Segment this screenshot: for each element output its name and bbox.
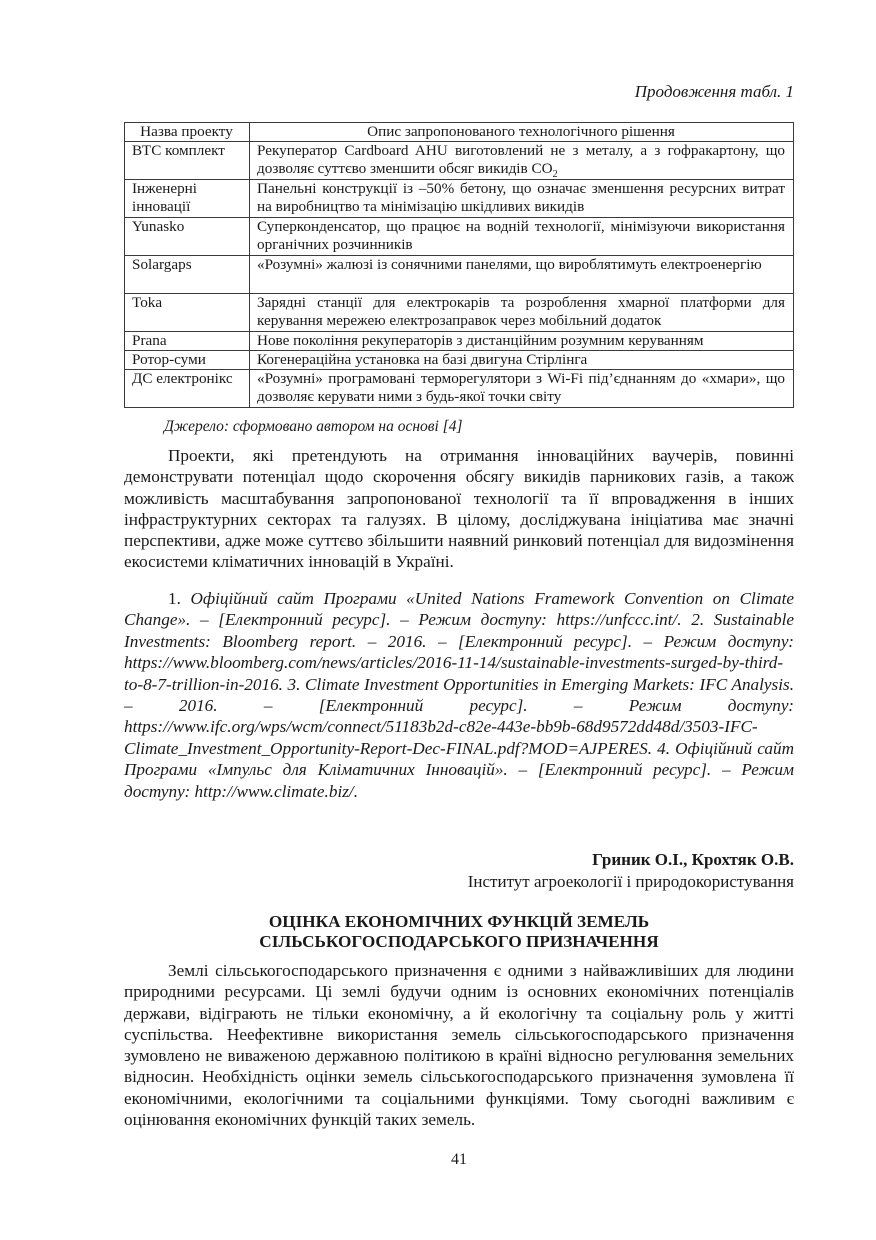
table-row	[125, 142, 794, 180]
table-row	[125, 218, 794, 256]
article-authors: Гриник О.І., Крохтяк О.В.	[592, 850, 794, 869]
page-number: 41	[451, 1151, 467, 1168]
table-row	[125, 351, 794, 370]
project-description-text: Рекуператор Cardboard AHU виготовлений не з металу, а з гофракартону, що дозволяє суттєво зменшити обсяг викидів CO	[257, 142, 785, 177]
table-row	[125, 180, 794, 218]
project-name-cell: Solargaps	[125, 256, 250, 294]
project-description-cell: «Розумні» програмовані терморегулятори з Wi-Fi під’єднанням до «хмари», що дозволяє керувати ними з будь-якої точки світу	[250, 370, 794, 408]
project-description-cell: «Розумні» жалюзі із сонячними панелями, що вироблятимуть електроенергію	[250, 256, 794, 294]
project-name-cell: Yunasko	[125, 218, 250, 256]
project-name-cell: Інженерні інновації	[125, 180, 250, 218]
table-header-row	[125, 123, 794, 142]
article-title-line-2: СІЛЬСЬКОГОСПОДАРСЬКОГО ПРИЗНАЧЕННЯ	[259, 932, 659, 951]
projects-table	[124, 122, 794, 408]
project-description-cell: Когенераційна установка на базі двигуна Стірлінга	[250, 351, 794, 370]
project-name-cell: Toka	[125, 294, 250, 332]
project-description-cell: Суперконденсатор, що працює на водній технології, мінімізуючи використання органічних розчинників	[250, 218, 794, 256]
table-row	[125, 256, 794, 294]
project-name-cell: Ротор-суми	[125, 351, 250, 370]
references-text: Офіційний сайт Програми «United Nations Framework Convention on Climate Change». – [Електронний ресурс]. – Режим доступу: https://unfccc.int/. 2. Sustainable Investments: Bloomberg report. – 2016. – [Електронний ресурс]. – Режим доступу: https://www.bloomberg.com/news/articles/2016-11-14/sustainable-investments-surged-by-third-to-8-7-trillion-in-2016. 3. Climate Investment Opportunities in Emerging Markets: IFC Analysis. – 2016. – [Електронний ресурс]. – Режим доступу: https://www.ifc.org/wps/wcm/connect/51183b2d-c82e-443e-bb9b-68d9572dd48d/3503-IFC-Climate_Investment_Opportunity-Report-Dec-FINAL.pdf?MOD=AJPERES. 4. Офіційний сайт Програми «Імпульс для Кліматичних Інновацій». – [Електронний ресурс]. – Режим доступу: http://www.climate.biz/.	[124, 589, 795, 801]
column-header-description: Опис запропонованого технологічного рішення	[250, 123, 794, 142]
reference-number: 1.	[168, 589, 181, 608]
article-title-line-1: ОЦІНКА ЕКОНОМІЧНИХ ФУНКЦІЙ ЗЕМЕЛЬ	[268, 912, 650, 931]
article-affiliation: Інститут агроекології і природокористування	[467, 872, 794, 891]
project-name-cell: Prana	[125, 332, 250, 351]
body-paragraph: Проекти, які претендують на отримання інноваційних ваучерів, повинні демонструвати потенціал щодо скорочення обсягу викидів парникових газів, а також можливість масштабування запропонованої технології та її впровадження в інших інфраструктурних секторах та галузях. В цілому, досліджувана ініціатива має значні перспективи, адже може суттєво збільшити наявний ринковий потенціал для видозмінення екосистеми кліматичних інновацій в Україні.	[124, 446, 794, 572]
table-row	[125, 370, 794, 408]
project-description-cell: Зарядні станції для електрокарів та розроблення хмарної платформи для керування мережею електрозаправок через мобільний додаток	[250, 294, 794, 332]
project-name-cell: ВТС комплект	[125, 142, 250, 180]
table-row	[125, 332, 794, 351]
table-continuation-label: Продовження табл. 1	[634, 82, 794, 101]
project-description-cell	[250, 142, 794, 180]
column-header-project-name: Назва проекту	[125, 123, 250, 142]
subscript: 2	[552, 169, 558, 181]
project-description-cell: Нове покоління рекуператорів з дистанційним розумним керуванням	[250, 332, 794, 351]
table-row	[125, 294, 794, 332]
project-description-cell: Панельні конструкції із –50% бетону, що означає зменшення ресурсних витрат на виробництво та мінімізацію шкідливих викидів	[250, 180, 794, 218]
article-title	[124, 912, 794, 952]
references-list	[124, 588, 794, 802]
table-source-note: Джерело: сформовано автором на основі [4]	[164, 418, 463, 435]
project-name-cell: ДС електронікс	[125, 370, 250, 408]
article-body-paragraph: Землі сільськогосподарського призначення є одними з найважливіших для людини природними ресурсами. Ці землі будучи одним із основних економічних потенціалів держави, відіграють не тільки економічну, а й екологічну та соціальну роль у житті суспільства. Неефективне використання земель сільськогосподарського призначення зумовлено не виваженою державною політикою в країні відносно регулювання земельних відносин. Необхідність оцінки земель сільськогосподарського призначення зумовлена її економічними, екологічними та соціальними функціями. Тому сьогодні важливим є оцінювання економічних функцій таких земель.	[124, 961, 794, 1130]
